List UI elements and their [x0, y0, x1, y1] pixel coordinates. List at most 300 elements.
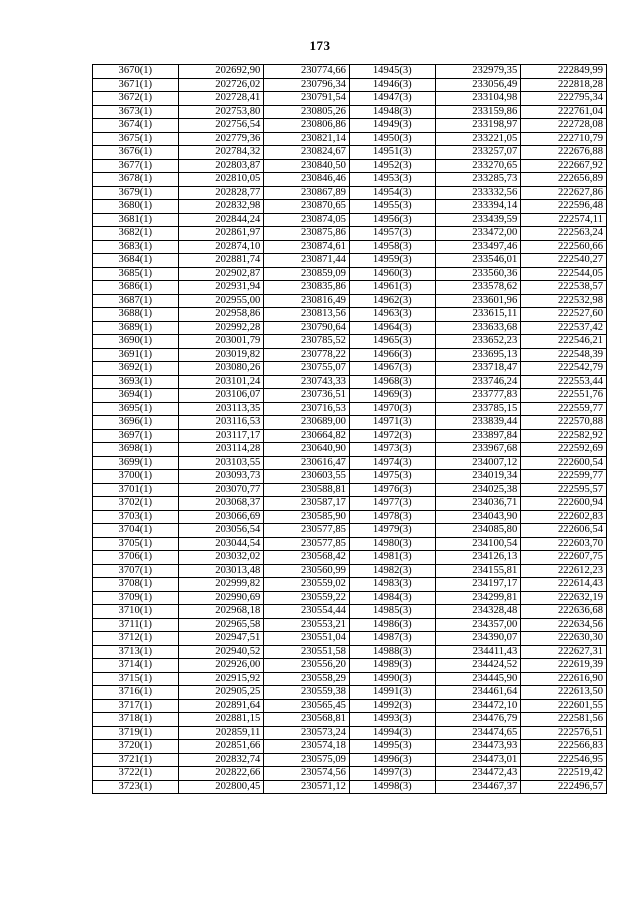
- y-coordinate-right-cell: 222596,48: [521, 200, 607, 214]
- y-coordinate-left-cell: 230603,55: [264, 470, 350, 484]
- y-coordinate-left-cell: 230867,89: [264, 186, 350, 200]
- y-coordinate-right-cell: 222563,24: [521, 227, 607, 241]
- table-row: [93, 78, 607, 92]
- y-coordinate-left-cell: 230796,34: [264, 78, 350, 92]
- x-coordinate-left-cell: 202803,87: [178, 159, 264, 173]
- y-coordinate-right-cell: 222574,11: [521, 213, 607, 227]
- point-id-right-cell: 14992(3): [349, 699, 435, 713]
- table-row: [93, 483, 607, 497]
- y-coordinate-left-cell: 230736,51: [264, 389, 350, 403]
- table-row: [93, 375, 607, 389]
- point-id-right-cell: 14951(3): [349, 146, 435, 160]
- point-id-left-cell: 3675(1): [93, 132, 179, 146]
- x-coordinate-left-cell: 202931,94: [178, 281, 264, 295]
- table-row: [93, 281, 607, 295]
- x-coordinate-right-cell: 234299,81: [435, 591, 521, 605]
- point-id-left-cell: 3698(1): [93, 443, 179, 457]
- table-row: [93, 119, 607, 133]
- x-coordinate-left-cell: 203106,07: [178, 389, 264, 403]
- x-coordinate-left-cell: 202999,82: [178, 578, 264, 592]
- point-id-right-cell: 14988(3): [349, 645, 435, 659]
- x-coordinate-right-cell: 233615,11: [435, 308, 521, 322]
- table-row: [93, 105, 607, 119]
- point-id-left-cell: 3689(1): [93, 321, 179, 335]
- x-coordinate-left-cell: 203066,69: [178, 510, 264, 524]
- x-coordinate-right-cell: 234390,07: [435, 632, 521, 646]
- point-id-right-cell: 14953(3): [349, 173, 435, 187]
- y-coordinate-right-cell: 222566,83: [521, 740, 607, 754]
- y-coordinate-left-cell: 230588,81: [264, 483, 350, 497]
- point-id-right-cell: 14989(3): [349, 659, 435, 673]
- y-coordinate-right-cell: 222656,89: [521, 173, 607, 187]
- x-coordinate-left-cell: 202859,11: [178, 726, 264, 740]
- table-row: [93, 227, 607, 241]
- x-coordinate-right-cell: 233601,96: [435, 294, 521, 308]
- point-id-left-cell: 3708(1): [93, 578, 179, 592]
- point-id-right-cell: 14975(3): [349, 470, 435, 484]
- x-coordinate-left-cell: 203080,26: [178, 362, 264, 376]
- table-row: [93, 591, 607, 605]
- point-id-right-cell: 14985(3): [349, 605, 435, 619]
- point-id-right-cell: 14981(3): [349, 551, 435, 565]
- x-coordinate-right-cell: 233967,68: [435, 443, 521, 457]
- y-coordinate-right-cell: 222600,54: [521, 456, 607, 470]
- y-coordinate-left-cell: 230805,26: [264, 105, 350, 119]
- point-id-right-cell: 14982(3): [349, 564, 435, 578]
- x-coordinate-left-cell: 202947,51: [178, 632, 264, 646]
- point-id-left-cell: 3720(1): [93, 740, 179, 754]
- x-coordinate-right-cell: 233285,73: [435, 173, 521, 187]
- table-row: [93, 146, 607, 160]
- y-coordinate-right-cell: 222600,94: [521, 497, 607, 511]
- y-coordinate-right-cell: 222546,95: [521, 753, 607, 767]
- x-coordinate-left-cell: 203013,48: [178, 564, 264, 578]
- x-coordinate-right-cell: 233718,47: [435, 362, 521, 376]
- point-id-right-cell: 14974(3): [349, 456, 435, 470]
- table-row: [93, 780, 607, 794]
- y-coordinate-right-cell: 222581,56: [521, 713, 607, 727]
- x-coordinate-left-cell: 202800,45: [178, 780, 264, 794]
- x-coordinate-right-cell: 234467,37: [435, 780, 521, 794]
- y-coordinate-right-cell: 222795,34: [521, 92, 607, 106]
- point-id-left-cell: 3718(1): [93, 713, 179, 727]
- y-coordinate-left-cell: 230587,17: [264, 497, 350, 511]
- table-row: [93, 159, 607, 173]
- point-id-left-cell: 3712(1): [93, 632, 179, 646]
- point-id-right-cell: 14970(3): [349, 402, 435, 416]
- table-row: [93, 348, 607, 362]
- point-id-left-cell: 3671(1): [93, 78, 179, 92]
- point-id-left-cell: 3695(1): [93, 402, 179, 416]
- x-coordinate-right-cell: 234473,01: [435, 753, 521, 767]
- point-id-right-cell: 14983(3): [349, 578, 435, 592]
- y-coordinate-left-cell: 230824,67: [264, 146, 350, 160]
- point-id-right-cell: 14986(3): [349, 618, 435, 632]
- x-coordinate-right-cell: 234411,43: [435, 645, 521, 659]
- point-id-left-cell: 3703(1): [93, 510, 179, 524]
- x-coordinate-right-cell: 233695,13: [435, 348, 521, 362]
- table-row: [93, 605, 607, 619]
- x-coordinate-left-cell: 203103,55: [178, 456, 264, 470]
- point-id-right-cell: 14979(3): [349, 524, 435, 538]
- table-row: [93, 200, 607, 214]
- table-row: [93, 308, 607, 322]
- point-id-left-cell: 3700(1): [93, 470, 179, 484]
- y-coordinate-right-cell: 222627,86: [521, 186, 607, 200]
- x-coordinate-left-cell: 202940,52: [178, 645, 264, 659]
- point-id-left-cell: 3690(1): [93, 335, 179, 349]
- x-coordinate-right-cell: 234155,81: [435, 564, 521, 578]
- y-coordinate-right-cell: 222634,56: [521, 618, 607, 632]
- x-coordinate-right-cell: 234357,00: [435, 618, 521, 632]
- point-id-left-cell: 3699(1): [93, 456, 179, 470]
- y-coordinate-left-cell: 230571,12: [264, 780, 350, 794]
- y-coordinate-right-cell: 222538,57: [521, 281, 607, 295]
- y-coordinate-left-cell: 230874,61: [264, 240, 350, 254]
- point-id-left-cell: 3722(1): [93, 767, 179, 781]
- y-coordinate-left-cell: 230870,65: [264, 200, 350, 214]
- point-id-right-cell: 14959(3): [349, 254, 435, 268]
- point-id-left-cell: 3687(1): [93, 294, 179, 308]
- table-row: [93, 497, 607, 511]
- x-coordinate-left-cell: 203113,35: [178, 402, 264, 416]
- y-coordinate-left-cell: 230568,81: [264, 713, 350, 727]
- x-coordinate-right-cell: 234025,38: [435, 483, 521, 497]
- x-coordinate-right-cell: 233777,83: [435, 389, 521, 403]
- y-coordinate-right-cell: 222606,54: [521, 524, 607, 538]
- point-id-right-cell: 14966(3): [349, 348, 435, 362]
- y-coordinate-right-cell: 222636,68: [521, 605, 607, 619]
- x-coordinate-left-cell: 202784,32: [178, 146, 264, 160]
- x-coordinate-left-cell: 202958,86: [178, 308, 264, 322]
- point-id-left-cell: 3688(1): [93, 308, 179, 322]
- y-coordinate-right-cell: 222602,83: [521, 510, 607, 524]
- y-coordinate-right-cell: 222613,50: [521, 686, 607, 700]
- point-id-left-cell: 3717(1): [93, 699, 179, 713]
- x-coordinate-left-cell: 202779,36: [178, 132, 264, 146]
- point-id-right-cell: 14993(3): [349, 713, 435, 727]
- point-id-right-cell: 14949(3): [349, 119, 435, 133]
- y-coordinate-right-cell: 222710,79: [521, 132, 607, 146]
- point-id-left-cell: 3678(1): [93, 173, 179, 187]
- x-coordinate-right-cell: 233652,23: [435, 335, 521, 349]
- x-coordinate-right-cell: 233159,86: [435, 105, 521, 119]
- point-id-left-cell: 3723(1): [93, 780, 179, 794]
- y-coordinate-right-cell: 222627,31: [521, 645, 607, 659]
- point-id-right-cell: 14998(3): [349, 780, 435, 794]
- point-id-left-cell: 3693(1): [93, 375, 179, 389]
- point-id-left-cell: 3691(1): [93, 348, 179, 362]
- x-coordinate-right-cell: 233578,62: [435, 281, 521, 295]
- y-coordinate-left-cell: 230554,44: [264, 605, 350, 619]
- point-id-left-cell: 3686(1): [93, 281, 179, 295]
- y-coordinate-left-cell: 230551,58: [264, 645, 350, 659]
- y-coordinate-right-cell: 222630,30: [521, 632, 607, 646]
- y-coordinate-left-cell: 230871,44: [264, 254, 350, 268]
- table-row: [93, 294, 607, 308]
- y-coordinate-right-cell: 222616,90: [521, 672, 607, 686]
- x-coordinate-right-cell: 234197,17: [435, 578, 521, 592]
- point-id-right-cell: 14950(3): [349, 132, 435, 146]
- y-coordinate-right-cell: 222619,39: [521, 659, 607, 673]
- point-id-right-cell: 14978(3): [349, 510, 435, 524]
- x-coordinate-right-cell: 233394,14: [435, 200, 521, 214]
- x-coordinate-left-cell: 203101,24: [178, 375, 264, 389]
- point-id-left-cell: 3684(1): [93, 254, 179, 268]
- point-id-right-cell: 14995(3): [349, 740, 435, 754]
- point-id-right-cell: 14977(3): [349, 497, 435, 511]
- y-coordinate-right-cell: 222603,70: [521, 537, 607, 551]
- y-coordinate-left-cell: 230774,66: [264, 65, 350, 79]
- point-id-right-cell: 14958(3): [349, 240, 435, 254]
- point-id-left-cell: 3674(1): [93, 119, 179, 133]
- point-id-right-cell: 14962(3): [349, 294, 435, 308]
- point-id-right-cell: 14972(3): [349, 429, 435, 443]
- x-coordinate-left-cell: 202891,64: [178, 699, 264, 713]
- y-coordinate-right-cell: 222527,60: [521, 308, 607, 322]
- point-id-right-cell: 14961(3): [349, 281, 435, 295]
- point-id-right-cell: 14973(3): [349, 443, 435, 457]
- y-coordinate-right-cell: 222614,43: [521, 578, 607, 592]
- point-id-left-cell: 3709(1): [93, 591, 179, 605]
- y-coordinate-right-cell: 222676,88: [521, 146, 607, 160]
- table-row: [93, 672, 607, 686]
- point-id-left-cell: 3719(1): [93, 726, 179, 740]
- table-row: [93, 578, 607, 592]
- point-id-left-cell: 3683(1): [93, 240, 179, 254]
- point-id-left-cell: 3694(1): [93, 389, 179, 403]
- table-row: [93, 173, 607, 187]
- table-row: [93, 767, 607, 781]
- x-coordinate-right-cell: 233839,44: [435, 416, 521, 430]
- x-coordinate-left-cell: 202692,90: [178, 65, 264, 79]
- y-coordinate-right-cell: 222537,42: [521, 321, 607, 335]
- y-coordinate-right-cell: 222667,92: [521, 159, 607, 173]
- point-id-left-cell: 3677(1): [93, 159, 179, 173]
- y-coordinate-left-cell: 230551,04: [264, 632, 350, 646]
- table-row: [93, 416, 607, 430]
- table-row: [93, 524, 607, 538]
- table-row: [93, 753, 607, 767]
- y-coordinate-right-cell: 222599,77: [521, 470, 607, 484]
- y-coordinate-left-cell: 230559,02: [264, 578, 350, 592]
- table-row: [93, 659, 607, 673]
- point-id-left-cell: 3721(1): [93, 753, 179, 767]
- x-coordinate-right-cell: 233472,00: [435, 227, 521, 241]
- y-coordinate-left-cell: 230790,64: [264, 321, 350, 335]
- y-coordinate-left-cell: 230559,38: [264, 686, 350, 700]
- x-coordinate-left-cell: 203070,77: [178, 483, 264, 497]
- table-row: [93, 618, 607, 632]
- point-id-left-cell: 3673(1): [93, 105, 179, 119]
- y-coordinate-right-cell: 222519,42: [521, 767, 607, 781]
- y-coordinate-left-cell: 230573,24: [264, 726, 350, 740]
- y-coordinate-left-cell: 230816,49: [264, 294, 350, 308]
- table-row: [93, 362, 607, 376]
- y-coordinate-left-cell: 230835,86: [264, 281, 350, 295]
- x-coordinate-right-cell: 234476,79: [435, 713, 521, 727]
- y-coordinate-left-cell: 230640,90: [264, 443, 350, 457]
- y-coordinate-left-cell: 230791,54: [264, 92, 350, 106]
- point-id-left-cell: 3707(1): [93, 564, 179, 578]
- x-coordinate-right-cell: 234126,13: [435, 551, 521, 565]
- x-coordinate-left-cell: 203093,73: [178, 470, 264, 484]
- y-coordinate-right-cell: 222592,69: [521, 443, 607, 457]
- y-coordinate-right-cell: 222553,44: [521, 375, 607, 389]
- table-row: [93, 456, 607, 470]
- y-coordinate-left-cell: 230558,29: [264, 672, 350, 686]
- table-row: [93, 389, 607, 403]
- x-coordinate-right-cell: 232979,35: [435, 65, 521, 79]
- x-coordinate-right-cell: 233198,97: [435, 119, 521, 133]
- point-id-right-cell: 14990(3): [349, 672, 435, 686]
- x-coordinate-left-cell: 203056,54: [178, 524, 264, 538]
- x-coordinate-left-cell: 202861,97: [178, 227, 264, 241]
- x-coordinate-right-cell: 234474,65: [435, 726, 521, 740]
- table-row: [93, 267, 607, 281]
- table-row: [93, 551, 607, 565]
- y-coordinate-left-cell: 230575,09: [264, 753, 350, 767]
- y-coordinate-right-cell: 222612,23: [521, 564, 607, 578]
- point-id-left-cell: 3679(1): [93, 186, 179, 200]
- x-coordinate-right-cell: 233221,05: [435, 132, 521, 146]
- point-id-left-cell: 3676(1): [93, 146, 179, 160]
- point-id-right-cell: 14960(3): [349, 267, 435, 281]
- x-coordinate-right-cell: 233056,49: [435, 78, 521, 92]
- y-coordinate-right-cell: 222560,66: [521, 240, 607, 254]
- x-coordinate-left-cell: 203019,82: [178, 348, 264, 362]
- point-id-right-cell: 14967(3): [349, 362, 435, 376]
- y-coordinate-right-cell: 222632,19: [521, 591, 607, 605]
- point-id-right-cell: 14994(3): [349, 726, 435, 740]
- y-coordinate-left-cell: 230568,42: [264, 551, 350, 565]
- x-coordinate-left-cell: 203044,54: [178, 537, 264, 551]
- point-id-right-cell: 14947(3): [349, 92, 435, 106]
- x-coordinate-right-cell: 234424,52: [435, 659, 521, 673]
- point-id-right-cell: 14957(3): [349, 227, 435, 241]
- y-coordinate-right-cell: 222595,57: [521, 483, 607, 497]
- y-coordinate-right-cell: 222728,08: [521, 119, 607, 133]
- point-id-left-cell: 3680(1): [93, 200, 179, 214]
- point-id-right-cell: 14964(3): [349, 321, 435, 335]
- table-row: [93, 186, 607, 200]
- x-coordinate-right-cell: 233257,07: [435, 146, 521, 160]
- x-coordinate-left-cell: 202832,98: [178, 200, 264, 214]
- point-id-left-cell: 3692(1): [93, 362, 179, 376]
- y-coordinate-right-cell: 222559,77: [521, 402, 607, 416]
- point-id-right-cell: 14955(3): [349, 200, 435, 214]
- table-row: [93, 699, 607, 713]
- y-coordinate-left-cell: 230806,86: [264, 119, 350, 133]
- x-coordinate-right-cell: 234085,80: [435, 524, 521, 538]
- point-id-left-cell: 3714(1): [93, 659, 179, 673]
- point-id-right-cell: 14971(3): [349, 416, 435, 430]
- y-coordinate-left-cell: 230755,07: [264, 362, 350, 376]
- x-coordinate-right-cell: 233560,36: [435, 267, 521, 281]
- table-row: [93, 537, 607, 551]
- point-id-left-cell: 3702(1): [93, 497, 179, 511]
- table-row: [93, 65, 607, 79]
- x-coordinate-left-cell: 203114,28: [178, 443, 264, 457]
- table-row: [93, 254, 607, 268]
- x-coordinate-left-cell: 202990,69: [178, 591, 264, 605]
- table-row: [93, 335, 607, 349]
- table-row: [93, 429, 607, 443]
- x-coordinate-right-cell: 234445,90: [435, 672, 521, 686]
- y-coordinate-left-cell: 230846,46: [264, 173, 350, 187]
- y-coordinate-right-cell: 222607,75: [521, 551, 607, 565]
- point-id-right-cell: 14996(3): [349, 753, 435, 767]
- y-coordinate-right-cell: 222818,28: [521, 78, 607, 92]
- point-id-left-cell: 3670(1): [93, 65, 179, 79]
- point-id-left-cell: 3697(1): [93, 429, 179, 443]
- x-coordinate-left-cell: 202822,66: [178, 767, 264, 781]
- point-id-left-cell: 3681(1): [93, 213, 179, 227]
- x-coordinate-left-cell: 202832,74: [178, 753, 264, 767]
- point-id-left-cell: 3704(1): [93, 524, 179, 538]
- coordinates-table: [92, 64, 607, 794]
- point-id-left-cell: 3685(1): [93, 267, 179, 281]
- table-row: [93, 564, 607, 578]
- point-id-right-cell: 14969(3): [349, 389, 435, 403]
- x-coordinate-right-cell: 233785,15: [435, 402, 521, 416]
- table-row: [93, 213, 607, 227]
- x-coordinate-left-cell: 202728,41: [178, 92, 264, 106]
- x-coordinate-right-cell: 234473,93: [435, 740, 521, 754]
- y-coordinate-left-cell: 230716,53: [264, 402, 350, 416]
- point-id-right-cell: 14997(3): [349, 767, 435, 781]
- x-coordinate-right-cell: 233746,24: [435, 375, 521, 389]
- x-coordinate-left-cell: 202756,54: [178, 119, 264, 133]
- y-coordinate-left-cell: 230813,56: [264, 308, 350, 322]
- x-coordinate-left-cell: 203032,02: [178, 551, 264, 565]
- point-id-left-cell: 3715(1): [93, 672, 179, 686]
- x-coordinate-left-cell: 202828,77: [178, 186, 264, 200]
- x-coordinate-left-cell: 202753,80: [178, 105, 264, 119]
- point-id-right-cell: 14991(3): [349, 686, 435, 700]
- x-coordinate-right-cell: 234328,48: [435, 605, 521, 619]
- x-coordinate-left-cell: 202905,25: [178, 686, 264, 700]
- x-coordinate-right-cell: 233104,98: [435, 92, 521, 106]
- y-coordinate-right-cell: 222532,98: [521, 294, 607, 308]
- table-row: [93, 645, 607, 659]
- x-coordinate-right-cell: 234007,12: [435, 456, 521, 470]
- y-coordinate-left-cell: 230577,85: [264, 524, 350, 538]
- x-coordinate-left-cell: 202915,92: [178, 672, 264, 686]
- x-coordinate-right-cell: 233497,46: [435, 240, 521, 254]
- x-coordinate-left-cell: 202955,00: [178, 294, 264, 308]
- table-row: [93, 740, 607, 754]
- table-row: [93, 321, 607, 335]
- point-id-right-cell: 14987(3): [349, 632, 435, 646]
- page-number: 173: [309, 38, 331, 53]
- table-row: [93, 402, 607, 416]
- y-coordinate-right-cell: 222551,76: [521, 389, 607, 403]
- point-id-right-cell: 14976(3): [349, 483, 435, 497]
- x-coordinate-right-cell: 234472,43: [435, 767, 521, 781]
- x-coordinate-left-cell: 202881,15: [178, 713, 264, 727]
- y-coordinate-left-cell: 230859,09: [264, 267, 350, 281]
- x-coordinate-right-cell: 234472,10: [435, 699, 521, 713]
- x-coordinate-right-cell: 234019,34: [435, 470, 521, 484]
- y-coordinate-left-cell: 230585,90: [264, 510, 350, 524]
- point-id-left-cell: 3696(1): [93, 416, 179, 430]
- table-row: [93, 713, 607, 727]
- x-coordinate-left-cell: 202874,10: [178, 240, 264, 254]
- x-coordinate-left-cell: 202851,66: [178, 740, 264, 754]
- y-coordinate-right-cell: 222496,57: [521, 780, 607, 794]
- x-coordinate-left-cell: 202992,28: [178, 321, 264, 335]
